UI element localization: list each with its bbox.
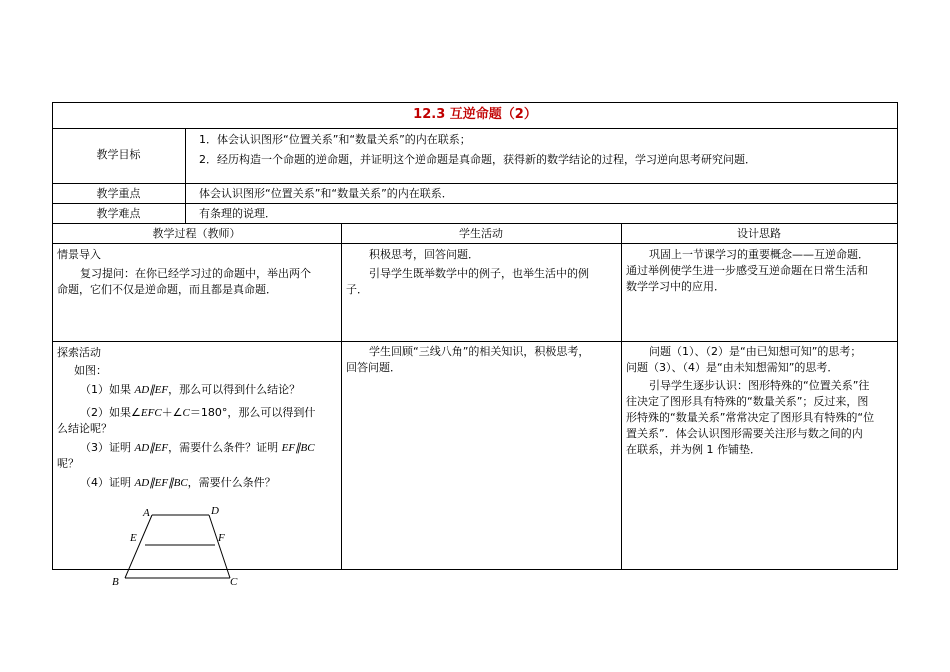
design-text: 巩固上一节课学习的重要概念——互逆命题． [649, 248, 869, 261]
difficulty-text: 有条理的说理． [199, 207, 276, 220]
table-border-right [897, 102, 898, 569]
design-text: 在联系，并为例 1 作铺垫． [626, 443, 761, 456]
row-divider [52, 128, 898, 129]
design-text: 问题（1）、（2）是“由已知想可知”的思考； [649, 345, 862, 358]
design-text: 通过举例使学生进一步感受互逆命题在日常生活和 [626, 264, 868, 277]
math-expression: AD∥EF [134, 384, 169, 396]
question-text: （2）如果∠ [80, 406, 141, 419]
question-2 [80, 404, 315, 422]
point-label-b: B [112, 576, 119, 588]
point-label-d: D [211, 505, 219, 517]
question-3 [80, 439, 315, 457]
student-text: 引导学生既举数学中的例子，也举生活中的例 [369, 267, 589, 280]
student-text: 学生回顾“三线八角”的相关知识，积极思考， [369, 345, 590, 358]
design-text: 数学学习中的应用． [626, 280, 725, 293]
question-text: ，那么可以得到什么结论？ [168, 383, 301, 396]
question-text: ＝180°，那么可以得到什 [189, 406, 316, 419]
design-text: 往决定了图形具有特殊的“数量关系”；反过来，图 [626, 395, 869, 408]
segment-dc [209, 515, 230, 578]
page-title: 12.3 互逆命题（2） [413, 107, 537, 122]
math-expression: EF∥BC [281, 442, 315, 454]
row-divider [52, 223, 898, 224]
column-header-design: 设计思路 [737, 227, 781, 240]
math-expression: EFC [140, 407, 162, 419]
question-2-cont: 么结论呢？ [57, 422, 112, 435]
student-text: 积极思考，回答问题． [369, 248, 479, 261]
objective-item-2: 2．经历构造一个命题的逆命题，并证明这个逆命题是真命题，获得新的数学结论的过程，学习逆向思考研究问题． [199, 153, 756, 166]
point-label-f: F [218, 532, 225, 544]
difficulty-label: 教学难点 [96, 207, 141, 220]
col-divider [341, 223, 342, 569]
trapezoid-figure [100, 500, 260, 600]
segment-ab [125, 515, 152, 578]
math-expression: C [182, 407, 190, 419]
teacher-text: 复习提问：在你已经学习过的命题中，举出两个 [80, 267, 311, 280]
question-text: （4）证明 [80, 476, 135, 489]
column-header-student: 学生活动 [459, 227, 503, 240]
design-text: 形特殊的“数量关系”常常决定了图形具有特殊的“位 [626, 411, 875, 424]
question-text: （3）证明 [80, 441, 135, 454]
row-divider [52, 183, 898, 184]
design-text: 问题（3）、（4）是“由未知想需知”的思考． [626, 361, 839, 374]
objective-item-1: 1．体会认识图形“位置关系”和“数量关系”的内在联系； [199, 133, 471, 146]
key-point-text: 体会认识图形“位置关系”和“数量关系”的内在联系． [199, 187, 453, 200]
objectives-label: 教学目标 [96, 148, 141, 161]
student-text: 子． [346, 283, 368, 296]
question-text: ＋∠ [161, 406, 183, 419]
figure-intro: 如图： [74, 364, 107, 377]
point-label-e: E [130, 532, 137, 544]
section-heading-intro: 情景导入 [57, 248, 101, 261]
question-3-cont: 呢？ [57, 457, 79, 470]
design-text: 引导学生逐步认识：图形特殊的“位置关系”往 [649, 379, 870, 392]
column-header-process: 教学过程（教师） [152, 227, 241, 240]
question-4 [80, 474, 276, 492]
table-border-left [52, 102, 53, 569]
math-expression: AD∥EF [134, 442, 169, 454]
col-divider [185, 128, 186, 223]
row-divider [52, 243, 898, 244]
key-point-label: 教学重点 [96, 187, 141, 200]
math-expression: AD∥EF∥BC [134, 477, 188, 489]
question-text: ，需要什么条件？证明 [168, 441, 282, 454]
point-label-c: C [230, 576, 238, 588]
question-1 [80, 381, 300, 399]
col-divider [621, 223, 622, 569]
row-divider [52, 203, 898, 204]
student-text: 回答问题． [346, 361, 401, 374]
table-border-top [52, 102, 898, 103]
design-text: 置关系”．体会认识图形需要关注形与数之间的内 [626, 427, 863, 440]
section-heading-explore: 探索活动 [57, 346, 101, 359]
teacher-text: 命题，它们不仅是逆命题，而且都是真命题． [57, 283, 277, 296]
question-text: ，需要什么条件？ [187, 476, 276, 489]
question-text: （1）如果 [80, 383, 135, 396]
row-divider [52, 341, 898, 342]
point-label-a: A [143, 507, 150, 519]
